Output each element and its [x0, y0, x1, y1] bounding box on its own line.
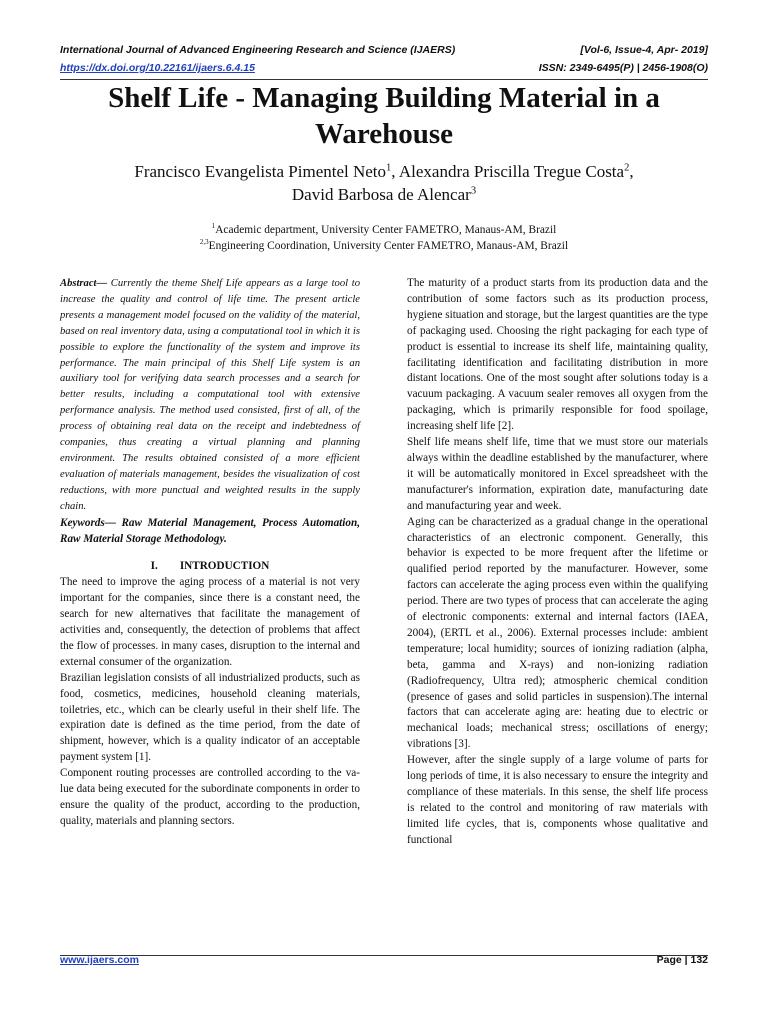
journal-name: International Journal of Advanced Engineering Research and Science (IJAERS) [60, 44, 456, 56]
author-2: Alexandra Priscilla Tregue Costa [398, 162, 625, 181]
authors-line-2 [50, 183, 718, 206]
abstract [60, 276, 360, 515]
section-number: I. [150, 560, 158, 573]
left-column [60, 276, 360, 830]
affiliations [50, 222, 718, 254]
paragraph: Component routing processes are controlled according to the va- lue data being executed for the subordinate components in order to ensure the quality of the product, according to the production, quality, materials and planning sectors. [60, 767, 360, 827]
paragraph: Aging can be characterized as a gradual change in the operational characteristics of an electronic component. Generally, this behavior is expected to be more frequent after the lifetime or qualified period reported by the manufacturer. However, some factors can accelerate the aging process even within the qualifying period. There are two types of process that can accelerate the aging of electronic components: external and internal factors (IAEA, 2004), (ERTL et al., 2006). External processes include: ambient temperature; local humidity; sources of ionizing radiation (alpha, beta, gamma and X-rays) and non-ionizing radiation (Radiofrequency, Ultra red); atmospheric chemical condition (presence of gases and solid particles in suspension).The internal factors that can accelerate aging are: heating due to electric or mechanical loads; mechanical stress; oscillations of energy; vibrations [3]. [407, 515, 708, 751]
page-number: Page | 132 [656, 954, 708, 966]
author-list [50, 160, 718, 206]
title-line-1: Shelf Life - Managing Building Material in a [108, 82, 660, 114]
title-line-2: Warehouse [314, 118, 454, 150]
issue-info: [Vol-6, Issue-4, Apr- 2019] [580, 44, 708, 56]
paragraph: Brazilian legislation consists of all industrialized products, such as food, cosmetics, medicines, household cleaning materials, toiletries, etc., which can be clearly useful in their shelf life. The expiration date is defined as the time period, from the date of shipment, however, which is a quality indicator of an acceptable payment system [1]. [60, 671, 360, 764]
author-1: Francisco Evangelista Pimentel Neto [134, 162, 387, 181]
affiliation-2: $^{2,3}$Engineering Coordination, University Center FAMETRO, Manaus-AM, Brazil [199, 238, 569, 252]
authors-line-1: Francisco Evangelista Pimentel Neto$^1$, Alexandra Priscilla Tregue Costa$^2$, [134, 162, 634, 181]
right-column [407, 276, 708, 849]
affiliation-1: $^1$Academic department, University Center FAMETRO, Manaus-AM, Brazil [211, 222, 557, 236]
abstract-text: Currently the theme Shelf Life appears as a large tool to increase the quality and control of life time. The present article presents a management model focused on the validity of the material, based on real inventory data, using a computational tool in which it is possible to explore the functionality of the system and improve its performance. The main principal of this Shelf Life system is an auxiliary tool for verifying data search processes and a search for better results, including a computational tool with extensive performance analysis. The method used consisted, first of all, of the process of obtaining real data on the receipt and indebtedness of companies, thus creating a virtual planning and planning environment. The results obtained consisted of a more efficient evaluation of materials management, besides the visualization of cost reductions, with more punctual and weighted results in the supply chain. [60, 278, 360, 512]
author-2-affil: 2 [624, 162, 630, 174]
author-1-affil: 1 [386, 162, 392, 174]
author-3: David Barbosa de Alencar [291, 185, 471, 204]
section-title: INTRODUCTION [179, 560, 270, 573]
paragraph: The need to improve the aging process of a material is not very important for the companies, since there is a constant need, the search for new alternatives that facilitate the management of activities and, consequently, the detection of problems that affect the flow of processes. in many cases, disruption to the internal and external consumer of the organization. [60, 576, 360, 668]
author-3-affil: 3 [470, 185, 477, 197]
abstract-label: Abstract— [60, 278, 108, 289]
keywords: Keywords— Raw Material Management, Process Automation, Raw Material Storage Methodology. [60, 516, 360, 545]
issn-info: ISSN: 2349-6495(P) | 2456-1908(O) [538, 62, 708, 74]
paper-title [50, 80, 718, 152]
paragraph: The maturity of a product starts from its production data and the contribution of some factors such as its production process, hygiene situation and storage, but the largest quantities are the type of packaging used. Choosing the right packaging for each type of product is essential to increase its shelf life, maintaining quality, facilitating identification and facilitating distribution in more distant locations. One of the most sought after solutions today is a vacuum packaging. A vacuum sealer removes all oxygen from the packaging, which is primarily responsible for food spoilage, increasing shelf life [2]. [407, 277, 708, 433]
section-heading-introduction [60, 559, 360, 575]
footer-rule [60, 955, 708, 956]
paragraph: However, after the single supply of a large volume of parts for long periods of time, it is also necessary to ensure the integrity and compliance of these materials. In this sense, the shelf life process is related to the control and monitoring of raw materials with limited life cycles, that is, components whose qualitative and functional [407, 754, 708, 846]
journal-website-link[interactable]: www.ijaers.com [60, 954, 139, 966]
doi-link[interactable]: https://dx.doi.org/10.22161/ijaers.6.4.15 [60, 62, 255, 74]
paragraph: Shelf life means shelf life, time that we must store our materials always within the deadline established by the manufacturer, where it will be automatically monitored in Excel spreadsheet with the manufacturer's information, expiration date, manufacturing date and manufacturing year and week. [407, 436, 708, 512]
